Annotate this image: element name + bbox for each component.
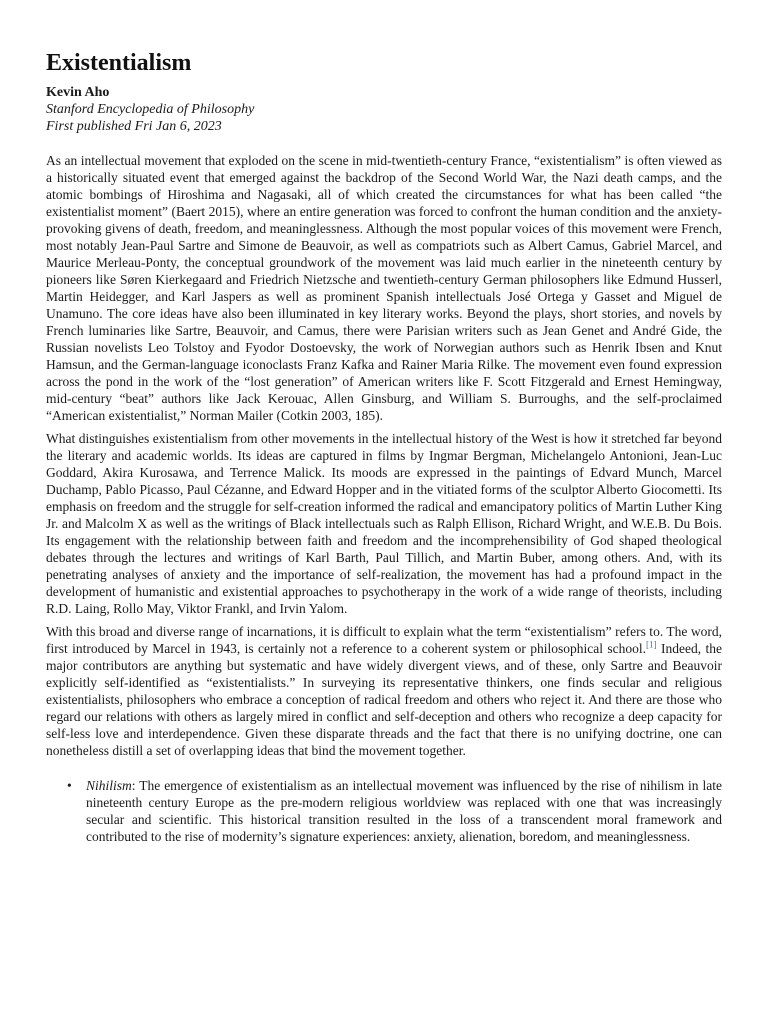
paragraph-definition-end: Indeed, the major contributors are anything but systematic and have widely divergent views, and of these, only Sartre and Beauvoir explicitly self-identified as “existentialists.” In surveying its representative thinkers, one finds secular and religious existentialists, philosophers who embrace a conception of radical freedom and others who reject it. And there are those who regard our relations with others as largely mired in conflict and self-deception and others who recognize a deep capacity for self-less love and interdependence. Given these disparate threads and the fact that there is no unifying doctrine, one can nonetheless distill a set of overlapping ideas that bind the movement together. xyxy=(46,641,722,758)
themes-list xyxy=(46,777,722,845)
paragraph-intro: As an intellectual movement that exploded on the scene in mid-twentieth-century France, “existentialism” is often viewed as a historically situated event that emerged against the backdrop of the Second World War, the Nazi death camps, and the atomic bombings of Hiroshima and Nagasaki, all of which created the circumstances for what has been called “the existentialist moment” (Baert 2015), where an entire generation was forced to confront the human condition and the anxiety-provoking givens of death, freedom, and meaninglessness. Although the most popular voices of this movement were French, most notably Jean-Paul Sartre and Simone de Beauvoir, as well as compatriots such as Albert Camus, Gabriel Marcel, and Maurice Merleau-Ponty, the conceptual groundwork of the movement was laid much earlier in the nineteenth century by pioneers like Søren Kierkegaard and Friedrich Nietzsche and twentieth-century German philosophers like Edmund Husserl, Martin Heidegger, and Karl Jaspers as well as prominent Spanish intellectuals José Ortega y Gasset and Miguel de Unamuno. The core ideas have also been illuminated in key literary works. Beyond the plays, short stories, and novels by French luminaries like Sartre, Beauvoir, and Camus, there were Parisian writers such as Jean Genet and André Gide, the Russian novelists Leo Tolstoy and Fyodor Dostoevsky, the work of Norwegian authors such as Henrik Ibsen and Knut Hamsun, and the German-language iconoclasts Franz Kafka and Rainer Maria Rilke. The movement even found expression across the pond in the work of the “lost generation” of American writers like F. Scott Fitzgerald and Ernest Hemingway, mid-century “beat” authors like Jack Kerouac, Allen Ginsburg, and William S. Burroughs, and the self-proclaimed “American existentialist,” Norman Mailer (Cotkin 2003, 185). xyxy=(46,153,722,423)
author-name: Kevin Aho xyxy=(46,85,110,100)
footnote-link[interactable]: [1] xyxy=(646,639,657,650)
article xyxy=(46,0,722,845)
paragraph-definition-start: With this broad and diverse range of incarnations, it is difficult to explain what the term “existentialism” refers to. The word, first introduced by Marcel in 1943, is certainly not a reference to a coherent system or philosophical school. xyxy=(46,624,722,656)
bullet-icon: • xyxy=(67,778,72,793)
theme-term: Nihilism xyxy=(86,778,132,793)
paragraph-influence: What distinguishes existentialism from other movements in the intellectual history of the West is how it stretched far beyond the literary and academic worlds. Its ideas are captured in films by Ingmar Bergman, Michelangelo Antonioni, Jean-Luc Goddard, Akira Kurosawa, and Terrence Malick. Its moods are expressed in the paintings of Edvard Munch, Marcel Duchamp, Pablo Picasso, Paul Cézanne, and Edward Hopper and in the vitiated forms of the sculptor Alberto Giocometti. Its emphasis on freedom and the struggle for self-creation informed the radical and emancipatory politics of Martin Luther King Jr. and Malcolm X as well as the writings of Black intellectuals such as Ralph Ellison, Richard Wright, and W.E.B. Du Bois. Its engagement with the relationship between faith and freedom and the incomprehensibility of God shaped theological debates through the lectures and writings of Karl Barth, Paul Tillich, and Martin Buber, among others. And, with its penetrating analyses of anxiety and the importance of self-realization, the movement has had a profound impact in the development of humanistic and existential approaches to psychotherapy in the work of a wide range of theorists, including R.D. Laing, Rollo May, Viktor Frankl, and Irvin Yalom. xyxy=(46,431,722,616)
theme-description: : The emergence of existentialism as an intellectual movement was influenced by the rise of nihilism in late nineteenth century Europe as the pre-modern religious worldview was replaced with one that was increasingly secular and scientific. This historical transition resulted in the loss of a transcendent moral framework and contributed to the rise of modernity’s signature experiences: anxiety, alienation, boredom, and meaninglessness. xyxy=(86,778,722,844)
list-item-nihilism xyxy=(67,777,722,845)
publication-name: Stanford Encyclopedia of Philosophy xyxy=(46,102,255,117)
article-title: Existentialism xyxy=(46,50,192,76)
publication-date: First published Fri Jan 6, 2023 xyxy=(46,119,222,134)
paragraph-definition xyxy=(46,623,722,759)
